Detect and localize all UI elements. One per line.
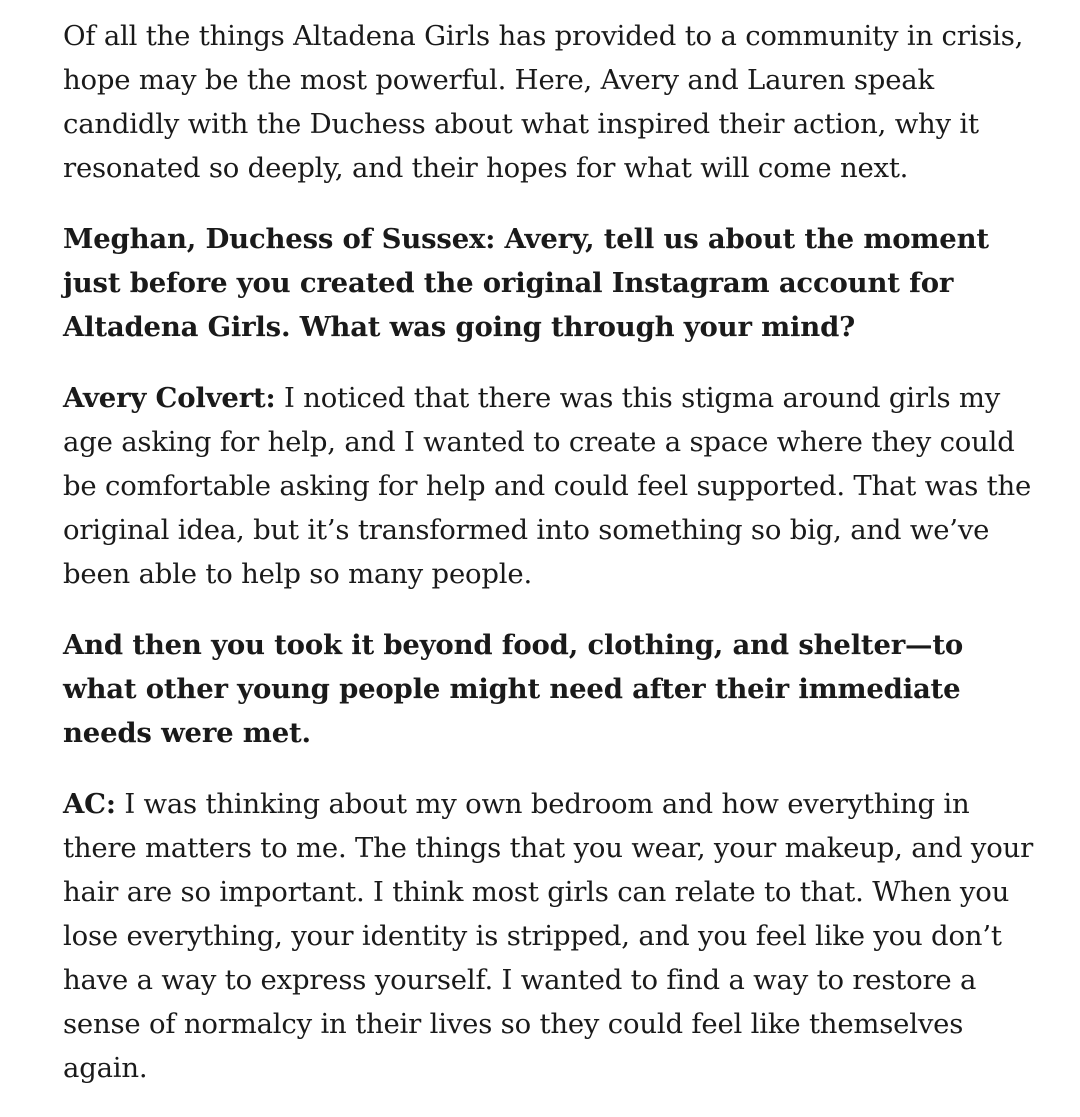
answer-2-text: I was thinking about my own bedroom and how everything in there matters to me. The things that you wear, your makeup, and your hair are so important. I think most girls can relate to that. When you lose everything, your identity is stripped, and you feel like you don’t have a way to express yourself. I wanted to find a way to restore a sense of normalcy in their lives so they could feel like themselves again. xyxy=(63,788,1034,1084)
answer-1 xyxy=(63,376,1038,596)
answer-1-text: I noticed that there was this stigma around girls my age asking for help, and I wanted to create a space where they could be comfortable asking for help and could feel supported. That was the original idea, but it’s transformed into something so big, and we’ve been able to help so many people. xyxy=(63,382,1032,590)
question-2: And then you took it beyond food, clothing, and shelter—to what other young people might need after their immediate needs were met. xyxy=(63,629,963,749)
answer-1-speaker: Avery Colvert: xyxy=(63,382,276,414)
answer-2 xyxy=(63,782,1038,1090)
question-1: Meghan, Duchess of Sussex: Avery, tell us about the moment just before you created the original Instagram account for Altadena Girls. What was going through your mind? xyxy=(63,223,989,343)
answer-2-speaker: AC: xyxy=(63,788,116,820)
article-body xyxy=(63,14,1038,1117)
intro-paragraph: Of all the things Altadena Girls has provided to a community in crisis, hope may be the most powerful. Here, Avery and Lauren speak candidly with the Duchess about what inspired their action, why it resonated so deeply, and their hopes for what will come next. xyxy=(63,20,1024,184)
